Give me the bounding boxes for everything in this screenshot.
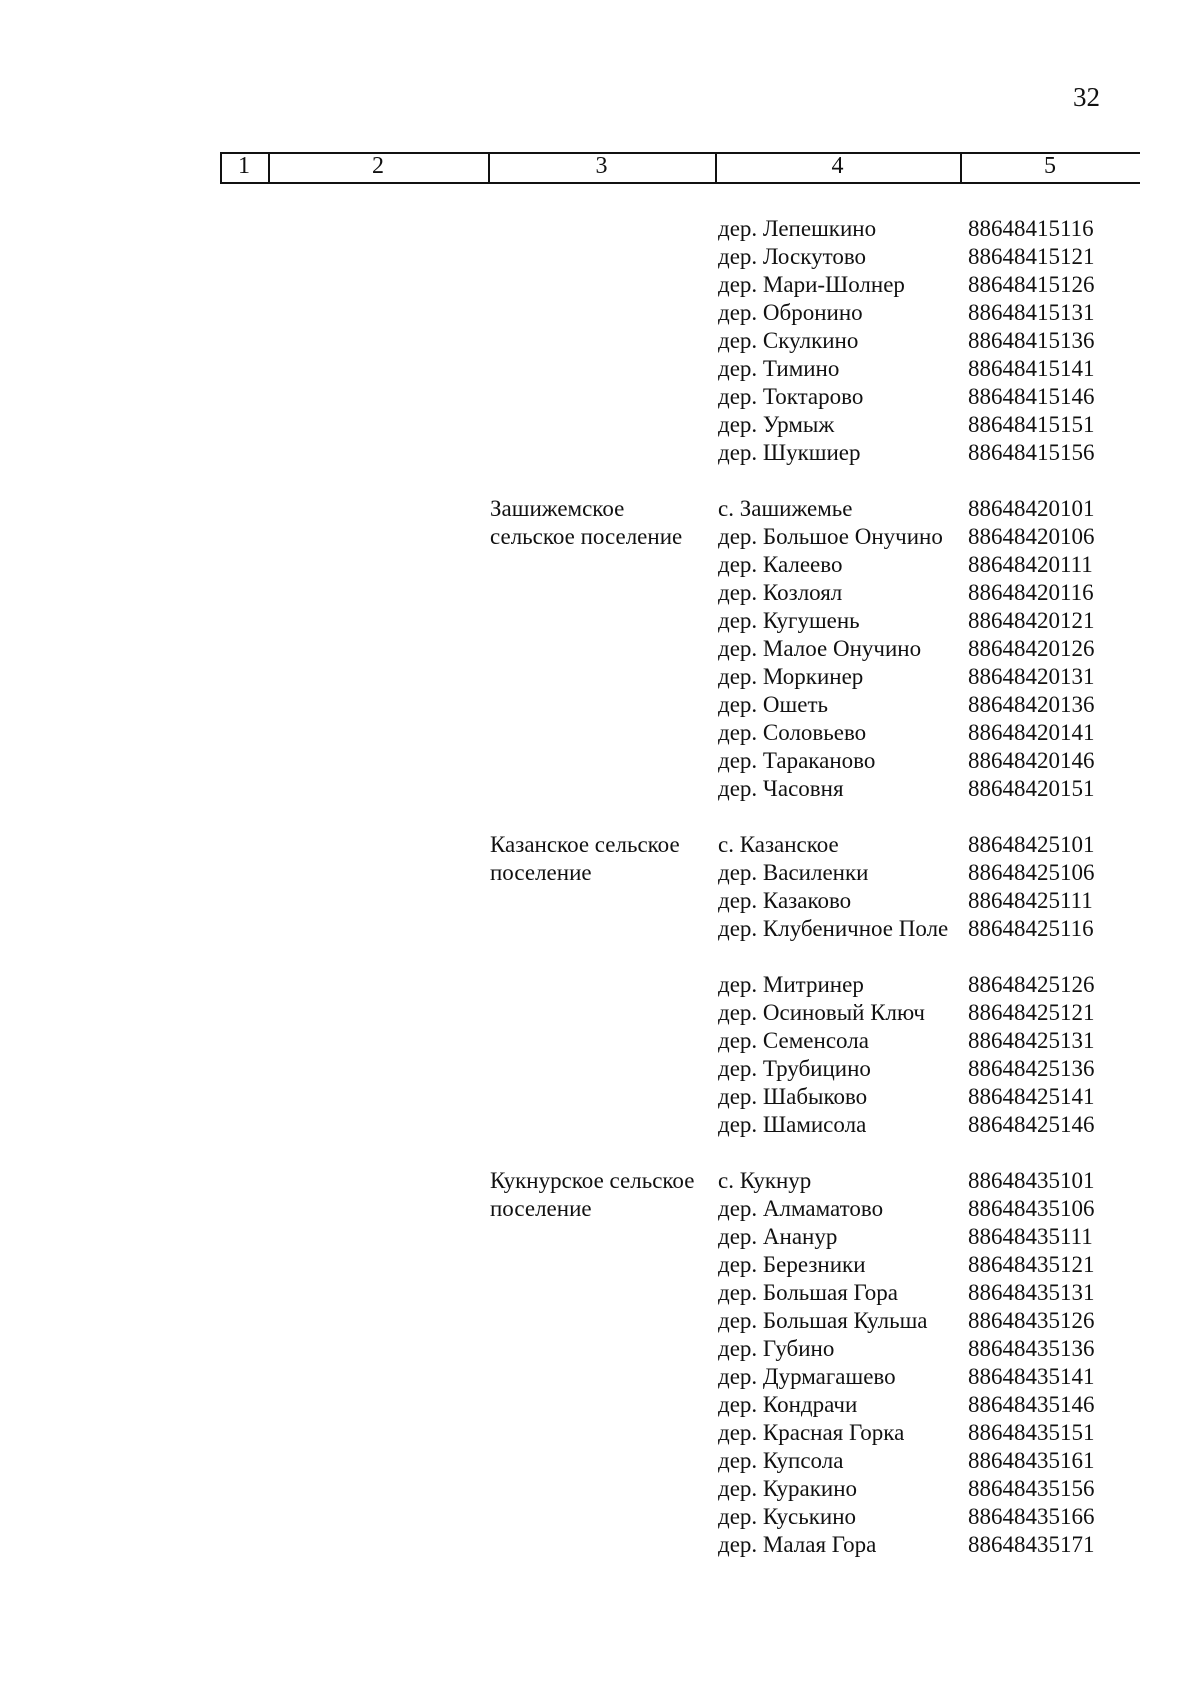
locality-name: дер. Дурмагашево: [718, 1364, 896, 1389]
oktmo-code: 88648435161: [968, 1448, 1095, 1473]
oktmo-code: 88648415126: [968, 272, 1095, 297]
oktmo-code: 88648425126: [968, 972, 1095, 997]
oktmo-code: 88648415146: [968, 384, 1095, 409]
locality-name: с. Зашижемье: [718, 496, 853, 521]
oktmo-code: 88648415151: [968, 412, 1095, 437]
header-bottom-rule: [220, 182, 1140, 184]
locality-name: дер. Клубеничное Поле: [718, 916, 949, 941]
oktmo-code: 88648435166: [968, 1504, 1095, 1529]
locality-name: дер. Березники: [718, 1252, 866, 1277]
locality-name: с. Кукнур: [718, 1168, 812, 1193]
settlement-name: Зашижемское сельское поселение: [490, 496, 683, 549]
locality-name: дер. Урмыж: [718, 412, 835, 437]
locality-name: дер. Козлоял: [718, 580, 843, 605]
locality-name: дер. Большая Кульша: [718, 1308, 928, 1333]
column-header-2: 2: [372, 153, 384, 179]
locality-name: дер. Обронино: [718, 300, 863, 325]
oktmo-code: 88648420101: [968, 496, 1095, 521]
oktmo-code: 88648435151: [968, 1420, 1095, 1445]
oktmo-code: 88648435106: [968, 1196, 1095, 1221]
locality-name: с. Казанское: [718, 832, 839, 857]
oktmo-code: 88648435156: [968, 1476, 1095, 1501]
oktmo-code: 88648420141: [968, 720, 1095, 745]
oktmo-code: 88648435121: [968, 1252, 1095, 1277]
oktmo-code: 88648420151: [968, 776, 1095, 801]
locality-name: дер. Лоскутово: [718, 244, 867, 269]
oktmo-code: 88648425101: [968, 832, 1095, 857]
oktmo-code: 88648425106: [968, 860, 1095, 885]
locality-name: дер. Большое Онучино: [718, 524, 943, 549]
locality-name: дер. Губино: [718, 1336, 835, 1361]
locality-name: дер. Кондрачи: [718, 1392, 858, 1417]
locality-name: дер. Кугушень: [718, 608, 860, 633]
oktmo-code: 88648415131: [968, 300, 1095, 325]
oktmo-code: 88648425111: [968, 888, 1093, 913]
locality-name: дер. Тараканово: [718, 748, 876, 773]
oktmo-code: 88648425116: [968, 916, 1094, 941]
locality-name: дер. Лепешкино: [718, 216, 877, 241]
oktmo-code: 88648435146: [968, 1392, 1095, 1417]
oktmo-code: 88648420126: [968, 636, 1095, 661]
oktmo-code: 88648435141: [968, 1364, 1095, 1389]
oktmo-code: 88648435101: [968, 1168, 1095, 1193]
locality-name: дер. Калеево: [718, 552, 843, 577]
page-number: 32: [1073, 82, 1100, 112]
locality-name: дер. Шукшиер: [718, 440, 861, 465]
settlement-name: Казанское сельское поселение: [490, 832, 680, 885]
locality-name: дер. Трубицино: [718, 1056, 871, 1081]
locality-name: дер. Казаково: [718, 888, 852, 913]
oktmo-code: 88648425131: [968, 1028, 1095, 1053]
locality-name: дер. Малая Гора: [718, 1532, 877, 1557]
column-header-1: 1: [238, 153, 250, 179]
locality-name: дер. Часовня: [718, 776, 844, 801]
oktmo-code: 88648435171: [968, 1532, 1095, 1557]
locality-name: дер. Ананур: [718, 1224, 838, 1249]
locality-name: дер. Мари-Шолнер: [718, 272, 905, 297]
oktmo-code: 88648415141: [968, 356, 1095, 381]
locality-name: дер. Василенки: [718, 860, 869, 885]
oktmo-code: 88648415136: [968, 328, 1095, 353]
locality-name: дер. Семенсола: [718, 1028, 869, 1053]
column-header-5: 5: [1044, 153, 1056, 179]
locality-name: дер. Большая Гора: [718, 1280, 899, 1305]
oktmo-code: 88648435111: [968, 1224, 1093, 1249]
oktmo-code: 88648435136: [968, 1336, 1095, 1361]
oktmo-code: 88648420106: [968, 524, 1095, 549]
oktmo-code: 88648420116: [968, 580, 1094, 605]
oktmo-code: 88648435131: [968, 1280, 1095, 1305]
oktmo-code: 88648435126: [968, 1308, 1095, 1333]
locality-name: дер. Куракино: [718, 1476, 858, 1501]
oktmo-code: 88648420121: [968, 608, 1095, 633]
oktmo-code: 88648415116: [968, 216, 1094, 241]
locality-name: дер. Малое Онучино: [718, 636, 922, 661]
oktmo-code: 88648425146: [968, 1112, 1095, 1137]
oktmo-code: 88648420136: [968, 692, 1095, 717]
table-header-row: [220, 152, 1140, 184]
oktmo-code: 88648420111: [968, 552, 1093, 577]
locality-name: дер. Куськино: [718, 1504, 857, 1529]
locality-name: дер. Шамисола: [718, 1112, 867, 1137]
column-header-3: 3: [595, 153, 608, 179]
locality-name: дер. Токтарово: [718, 384, 864, 409]
locality-name: дер. Скулкино: [718, 328, 859, 353]
locality-name: дер. Красная Горка: [718, 1420, 905, 1445]
oktmo-code: 88648415121: [968, 244, 1095, 269]
oktmo-code: 88648425121: [968, 1000, 1095, 1025]
oktmo-code: 88648420146: [968, 748, 1095, 773]
locality-name: дер. Купсола: [718, 1448, 844, 1473]
locality-name: дер. Ошеть: [718, 692, 828, 717]
locality-name: дер. Осиновый Ключ: [718, 1000, 925, 1025]
locality-name: дер. Митринер: [718, 972, 864, 997]
oktmo-code: 88648425136: [968, 1056, 1095, 1081]
settlement-name: Кукнурское сельское поселение: [490, 1168, 695, 1221]
locality-name: дер. Соловьево: [718, 720, 867, 745]
locality-name: дер. Тимино: [718, 356, 840, 381]
locality-name: дер. Шабыково: [718, 1084, 868, 1109]
oktmo-code: 88648415156: [968, 440, 1095, 465]
locality-name: дер. Алмаматово: [718, 1196, 884, 1221]
column-header-4: 4: [831, 153, 844, 179]
oktmo-code: 88648425141: [968, 1084, 1095, 1109]
oktmo-code: 88648420131: [968, 664, 1095, 689]
locality-name: дер. Моркинер: [718, 664, 864, 689]
